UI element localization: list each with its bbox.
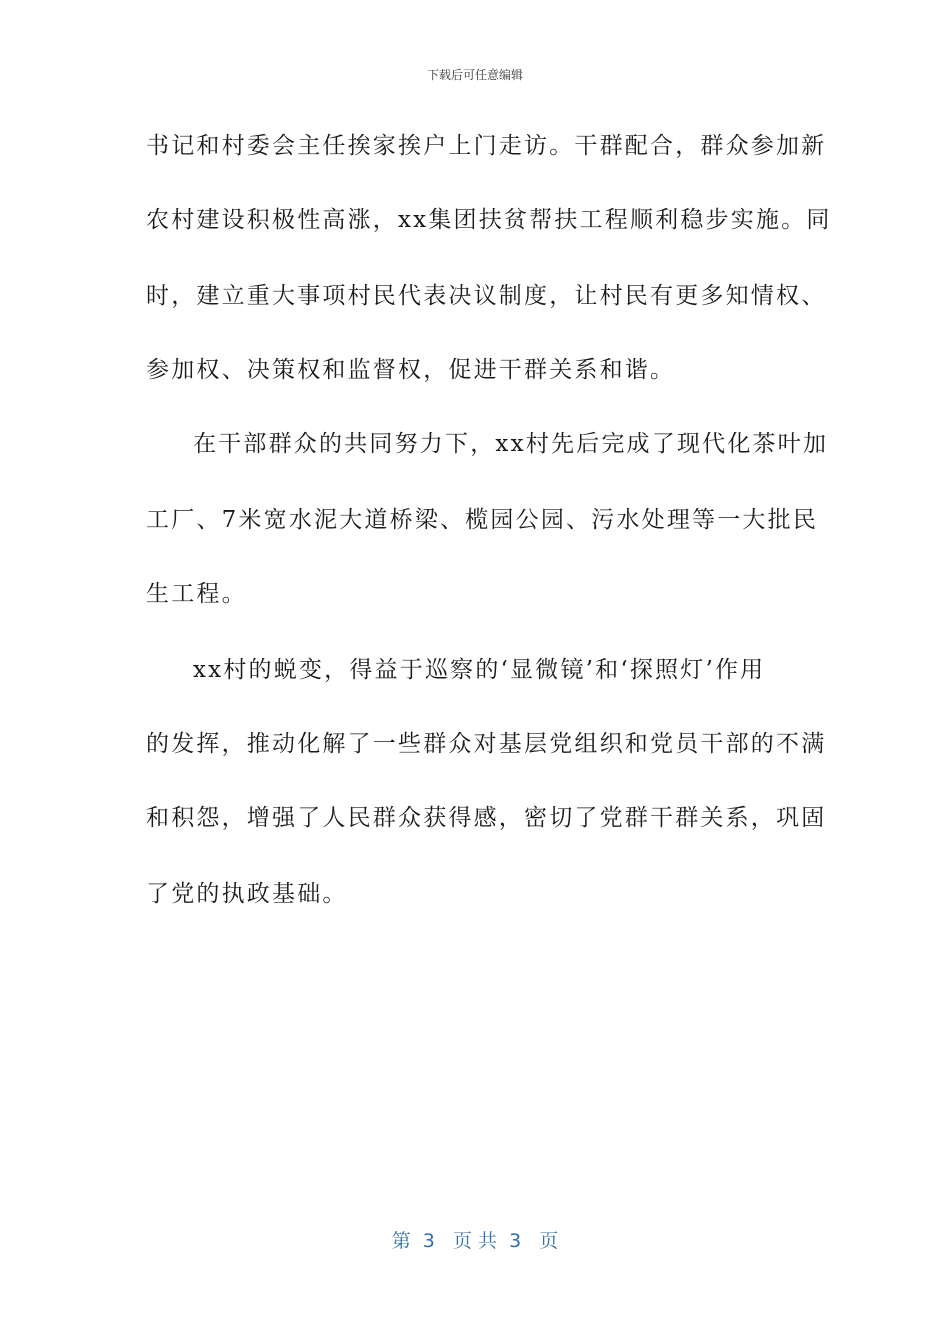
page-number-footer: 第 3 页 共 3 页 [391, 1230, 559, 1252]
paragraph-line: 了党的执政基础。 [146, 881, 348, 907]
paragraph-line: 时，建立重大事项村民代表决议制度，让村民有更多知情权、 [146, 283, 827, 309]
paragraph-line: 生工程。 [146, 581, 247, 607]
paragraph-line: 和积怨，增强了人民群众获得感，密切了党群干群关系，巩固 [146, 805, 827, 831]
paragraph-line: 工厂、7米宽水泥大道桥梁、榄园公园、污水处理等一大批民 [146, 507, 819, 533]
paragraph-line: 的发挥，推动化解了一些群众对基层党组织和党员干部的不满 [146, 731, 827, 757]
paragraph-line: 农村建设积极性高涨，xx集团扶贫帮扶工程顺利稳步实施。同 [146, 207, 832, 233]
page-header: 下载后可任意编辑 [426, 68, 523, 82]
paragraph-line: 参加权、决策权和监督权，促进干群关系和谐。 [146, 357, 676, 383]
paragraph-line: 在干部群众的共同努力下，xx村先后完成了现代化茶叶加 [193, 431, 829, 457]
paragraph-line: xx村的蜕变，得益于巡察的‘显微镜’和‘探照灯’作用 [193, 657, 766, 683]
paragraph-line: 书记和村委会主任挨家挨户上门走访。干群配合，群众参加新 [146, 133, 827, 159]
